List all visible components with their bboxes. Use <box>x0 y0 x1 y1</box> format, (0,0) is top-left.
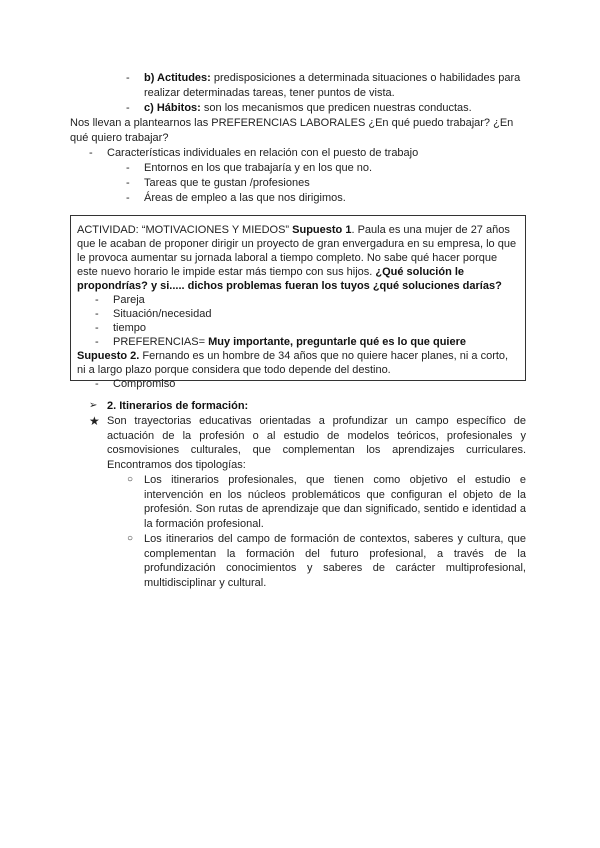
list-dash: - <box>95 308 99 320</box>
preferences-item <box>113 335 466 349</box>
question-2-text: propondrías? y si..... dichos problemas fueran los tuyos ¿qué soluciones darías? <box>77 280 502 292</box>
star-bullet-icon: ★ <box>89 414 100 428</box>
itineraries-heading-text: 2. Itinerarios de formación: <box>107 400 249 412</box>
habits-item <box>144 101 472 115</box>
list-dash: - <box>126 162 130 174</box>
intro-line-1: Nos llevan a plantearnos las PREFERENCIAS LABORALES ¿En qué puedo trabajar? ¿En <box>70 117 514 129</box>
case2-line-2: ni a largo plazo porque considera que todo depende del destino. <box>77 364 391 376</box>
case1-line-3: le provoca aumentar su jornada laboral a tiempo completo. No sabe qué hacer porque <box>77 252 498 264</box>
list-dash: - <box>89 147 93 159</box>
type2-line: profundización conocimientos y saberes de carácter multiprofesional, <box>144 562 526 574</box>
type1-line: intervención en los núcleos problemáticos que configuran el objeto de la <box>144 488 526 501</box>
type2-line: complementan la formación del futuro profesional, a través de la <box>144 547 526 560</box>
type1-line: la formación profesional. <box>144 517 264 530</box>
desc-line: Encontramos dos tipologías: <box>107 458 246 471</box>
list-dash: - <box>126 192 130 204</box>
attitudes-text-cont: realizar determinadas tareas, tener puntos de vista. <box>144 87 395 99</box>
arrow-bullet-icon: ➢ <box>89 400 98 411</box>
list-dash: - <box>95 378 99 390</box>
preferences-label: PREFERENCIAS= <box>113 336 205 348</box>
list-dash: - <box>95 322 99 334</box>
intro-line-2: qué quiero trabajar? <box>70 132 169 144</box>
case1-label: Supuesto 1 <box>292 224 352 236</box>
attitudes-item <box>144 71 520 85</box>
characteristic-item: Tareas que te gustan /profesiones <box>144 177 310 189</box>
preferences-note: Muy importante, preguntarle qué es lo que quiere <box>208 336 466 348</box>
activity-title: ACTIVIDAD: “MOTIVACIONES Y MIEDOS” <box>77 224 290 236</box>
case1-text: . Paula es una mujer de 27 años <box>351 224 510 236</box>
attitudes-text: predisposiciones a determinada situaciones o habilidades para <box>213 72 521 84</box>
case1-text-end: este nuevo horario le impide estar más tiempo con sus hijos. <box>77 266 373 278</box>
itineraries-heading <box>107 399 248 413</box>
factor-item: Situación/necesidad <box>113 308 212 320</box>
circle-bullet-icon: ○ <box>127 533 134 544</box>
attitudes-label: b) Actitudes: <box>144 72 211 84</box>
characteristics-heading: Características individuales en relación con el puesto de trabajo <box>107 147 419 159</box>
list-dash: - <box>126 72 130 84</box>
characteristic-item: Áreas de empleo a las que nos dirigimos. <box>144 192 346 204</box>
activity-line-1 <box>77 223 510 237</box>
question-1: ¿Qué solución le <box>375 266 465 278</box>
circle-bullet-icon: ○ <box>127 474 134 485</box>
case1-line-2: que le acaban de proponer dirigir un proyecto de gran envergadura en su empresa, lo que <box>77 238 517 250</box>
case2-label: Supuesto 2. <box>77 350 140 362</box>
list-dash: - <box>126 102 130 114</box>
case2-text: Fernando es un hombre de 34 años que no quiere hacer planes, ni a corto, <box>142 350 509 362</box>
case2-factor: Compromiso <box>113 378 176 390</box>
characteristic-item: Entornos en los que trabajaría y en los que no. <box>144 162 373 174</box>
question-2 <box>77 279 502 293</box>
list-dash: - <box>126 177 130 189</box>
list-dash: - <box>95 336 99 348</box>
desc-line: actuación de la profesión o al estudio de modelos teóricos, profesionales y <box>107 429 526 442</box>
factor-item: tiempo <box>113 322 147 334</box>
type1-line: Los itinerarios profesionales, que tienen como objetivo el estudio e <box>144 474 526 486</box>
case2-line-1 <box>77 349 508 363</box>
habits-label: c) Hábitos: <box>144 102 201 114</box>
list-dash: - <box>95 294 99 306</box>
type2-line: multidisciplinar y cultural. <box>144 576 267 589</box>
factor-item: Pareja <box>113 294 145 306</box>
habits-text: son los mecanismos que predicen nuestras conductas. <box>203 102 472 114</box>
desc-line: cosmovisiones culturales, que complementan los aprendizajes curriculares. <box>107 444 526 456</box>
type1-line: profesión. Son rutas de aprendizaje que dan significado, sentido e identidad a <box>144 503 526 515</box>
desc-line: Son trayectorias educativas orientadas a profundizar un campo específico de <box>107 415 526 427</box>
case1-line-4 <box>77 265 464 279</box>
type2-line: Los itinerarios del campo de formación de contextos, saberes y cultura, que <box>144 533 526 545</box>
